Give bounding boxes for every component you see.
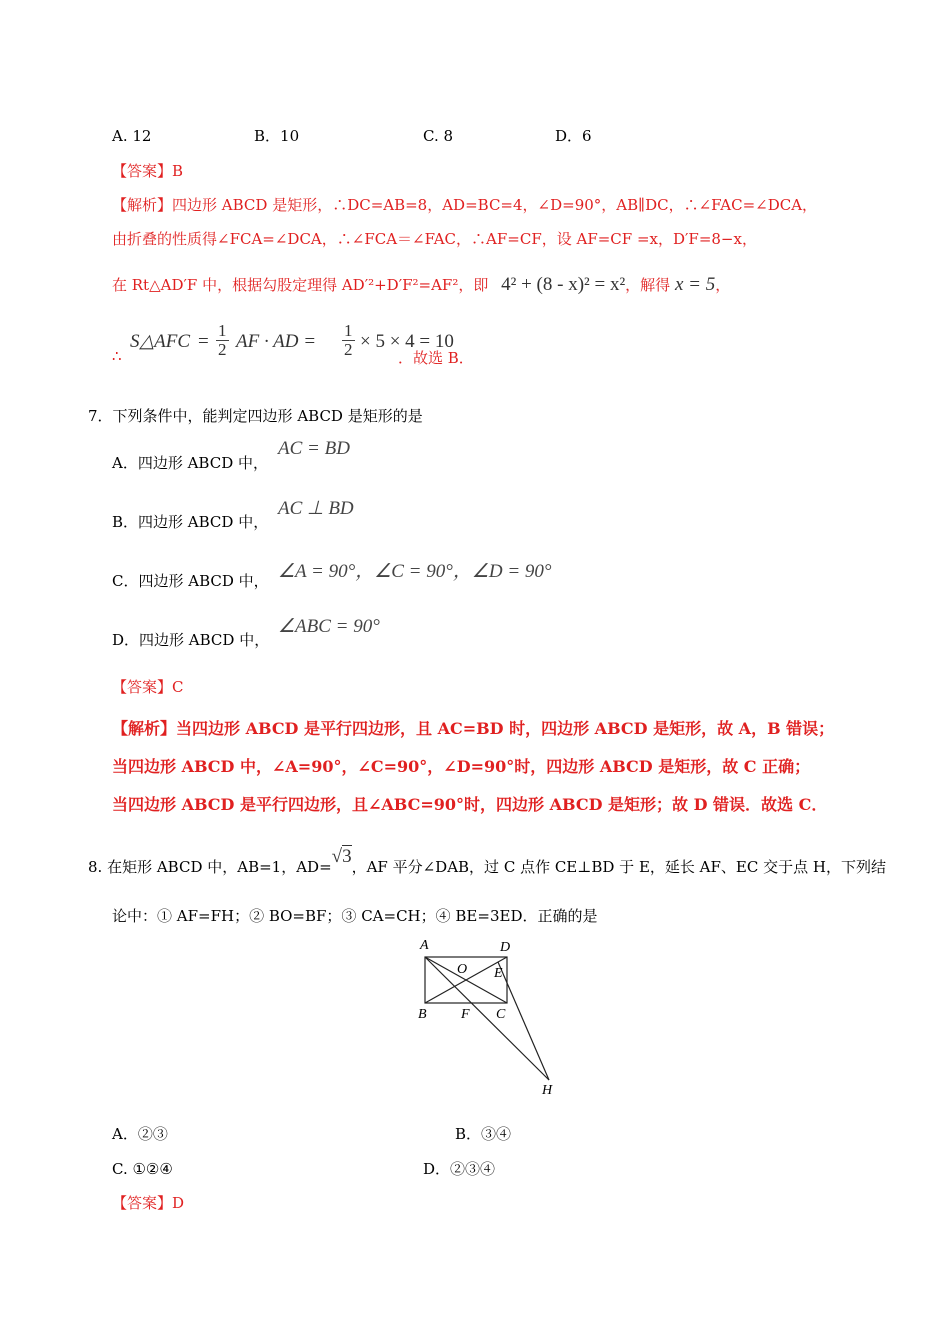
q8-answer: 【答案】D bbox=[112, 1194, 185, 1212]
q7-option-c: C．四边形 ABCD 中， bbox=[112, 572, 269, 590]
label-c: C bbox=[496, 1007, 506, 1022]
label-o: O bbox=[457, 962, 468, 977]
q6-therefore: ∴ bbox=[112, 347, 122, 365]
q7-option-d: D．四边形 ABCD 中， bbox=[112, 631, 270, 649]
q7-analysis-line3: 当四边形 ABCD 是平行四边形，且∠ABC=90°时，四边形 ABCD 是矩形；故 D 错误．故选 C． bbox=[112, 795, 828, 814]
q7-option-a: A．四边形 ABCD 中， bbox=[112, 454, 269, 472]
q7-option-a-math: AC = BD bbox=[278, 438, 350, 459]
q6-analysis-end4: ．故选 B． bbox=[398, 349, 474, 367]
q8-option-a: A．②③ bbox=[112, 1125, 168, 1143]
q6-analysis-line1 bbox=[112, 195, 817, 215]
q6-analysis-line3 bbox=[112, 275, 730, 295]
q6-analysis-line2: 由折叠的性质得∠FCA=∠DCA，∴∠FCA＝∠FAC，∴AF=CF，设 AF=CF =x，D′F=8−x， bbox=[112, 230, 757, 248]
q6-analysis-text3: 在 Rt△AD′F 中，根据勾股定理得 AD′²+D′F²=AF²，即 bbox=[112, 276, 489, 294]
q6-answer: 【答案】B bbox=[112, 162, 184, 180]
q6-area-mid: AF · AD = bbox=[236, 331, 317, 352]
label-h: H bbox=[542, 1083, 553, 1098]
q6-option-d: D．6 bbox=[555, 127, 592, 145]
q7-analysis-line2: 当四边形 ABCD 中，∠A=90°，∠C=90°，∠D=90°时，四边形 ABCD 是矩形，故 C 正确； bbox=[112, 757, 811, 776]
q8-figure bbox=[410, 932, 560, 1100]
line-ah bbox=[425, 957, 549, 1080]
q7-analysis-label: 【解析】 bbox=[112, 719, 177, 738]
q7-option-d-math: ∠ABC = 90° bbox=[278, 616, 380, 637]
label-e: E bbox=[494, 966, 503, 981]
q6-option-a: A. 12 bbox=[112, 127, 152, 145]
q6-area-lhs: S△AFC bbox=[130, 331, 190, 352]
q6-analysis-mid3: ，解得 bbox=[625, 276, 671, 294]
q6-option-c: C. 8 bbox=[423, 127, 454, 145]
line-eh bbox=[498, 962, 549, 1080]
q7-answer: 【答案】C bbox=[112, 678, 184, 696]
q7-stem: 7．下列条件中，能判定四边形 ABCD 是矩形的是 bbox=[88, 407, 423, 425]
label-a: A bbox=[420, 938, 429, 953]
q6-solution: x = 5 bbox=[674, 274, 716, 295]
q8-sqrt: √3 bbox=[331, 846, 352, 867]
q8-stem-line2: 论中：① AF=FH；② BO=BF；③ CA=CH；④ BE=3ED．正确的是 bbox=[112, 907, 598, 925]
q6-equation: 4² + (8 - x)² = x² bbox=[501, 274, 626, 295]
q7-option-b: B．四边形 ABCD 中， bbox=[112, 513, 269, 531]
q6-analysis-text1: 四边形 ABCD 是矩形，∴DC=AB=8，AD=BC=4，∠D=90°，AB∥DC，∴∠FAC=∠DCA， bbox=[172, 196, 818, 214]
q7-option-c-math: ∠A = 90°，∠C = 90°，∠D = 90° bbox=[278, 561, 552, 582]
q6-analysis-end3: ， bbox=[715, 276, 731, 294]
q8-stem-line1: 8. 在矩形 ABCD 中，AB=1，AD=√3，AF 平分∠DAB，过 C 点作 CE⊥BD 于 E，延长 AF、EC 交于点 H，下列结 bbox=[88, 846, 886, 876]
q6-analysis-label: 【解析】 bbox=[112, 196, 173, 214]
q8-option-b: B．③④ bbox=[455, 1125, 512, 1143]
q7-option-b-math: AC ⊥ BD bbox=[278, 498, 354, 519]
q7-analysis-line1 bbox=[112, 719, 834, 739]
label-d: D bbox=[500, 940, 511, 955]
q6-half-2: $\frac{1}{2}$ bbox=[344, 321, 353, 359]
q6-half-1: $\frac{1}{2}$ bbox=[218, 321, 227, 359]
q6-option-b: B．10 bbox=[254, 127, 300, 145]
q6-area-tail: × 5 × 4 = 10 bbox=[360, 331, 454, 352]
q7-analysis-text1: 当四边形 ABCD 是平行四边形，且 AC=BD 时，四边形 ABCD 是矩形，故 A，B 错误； bbox=[176, 719, 835, 738]
q8-option-c: C. ①②④ bbox=[112, 1160, 173, 1178]
label-f: F bbox=[461, 1007, 470, 1022]
label-b: B bbox=[418, 1007, 427, 1022]
q8-option-d: D．②③④ bbox=[423, 1160, 496, 1178]
